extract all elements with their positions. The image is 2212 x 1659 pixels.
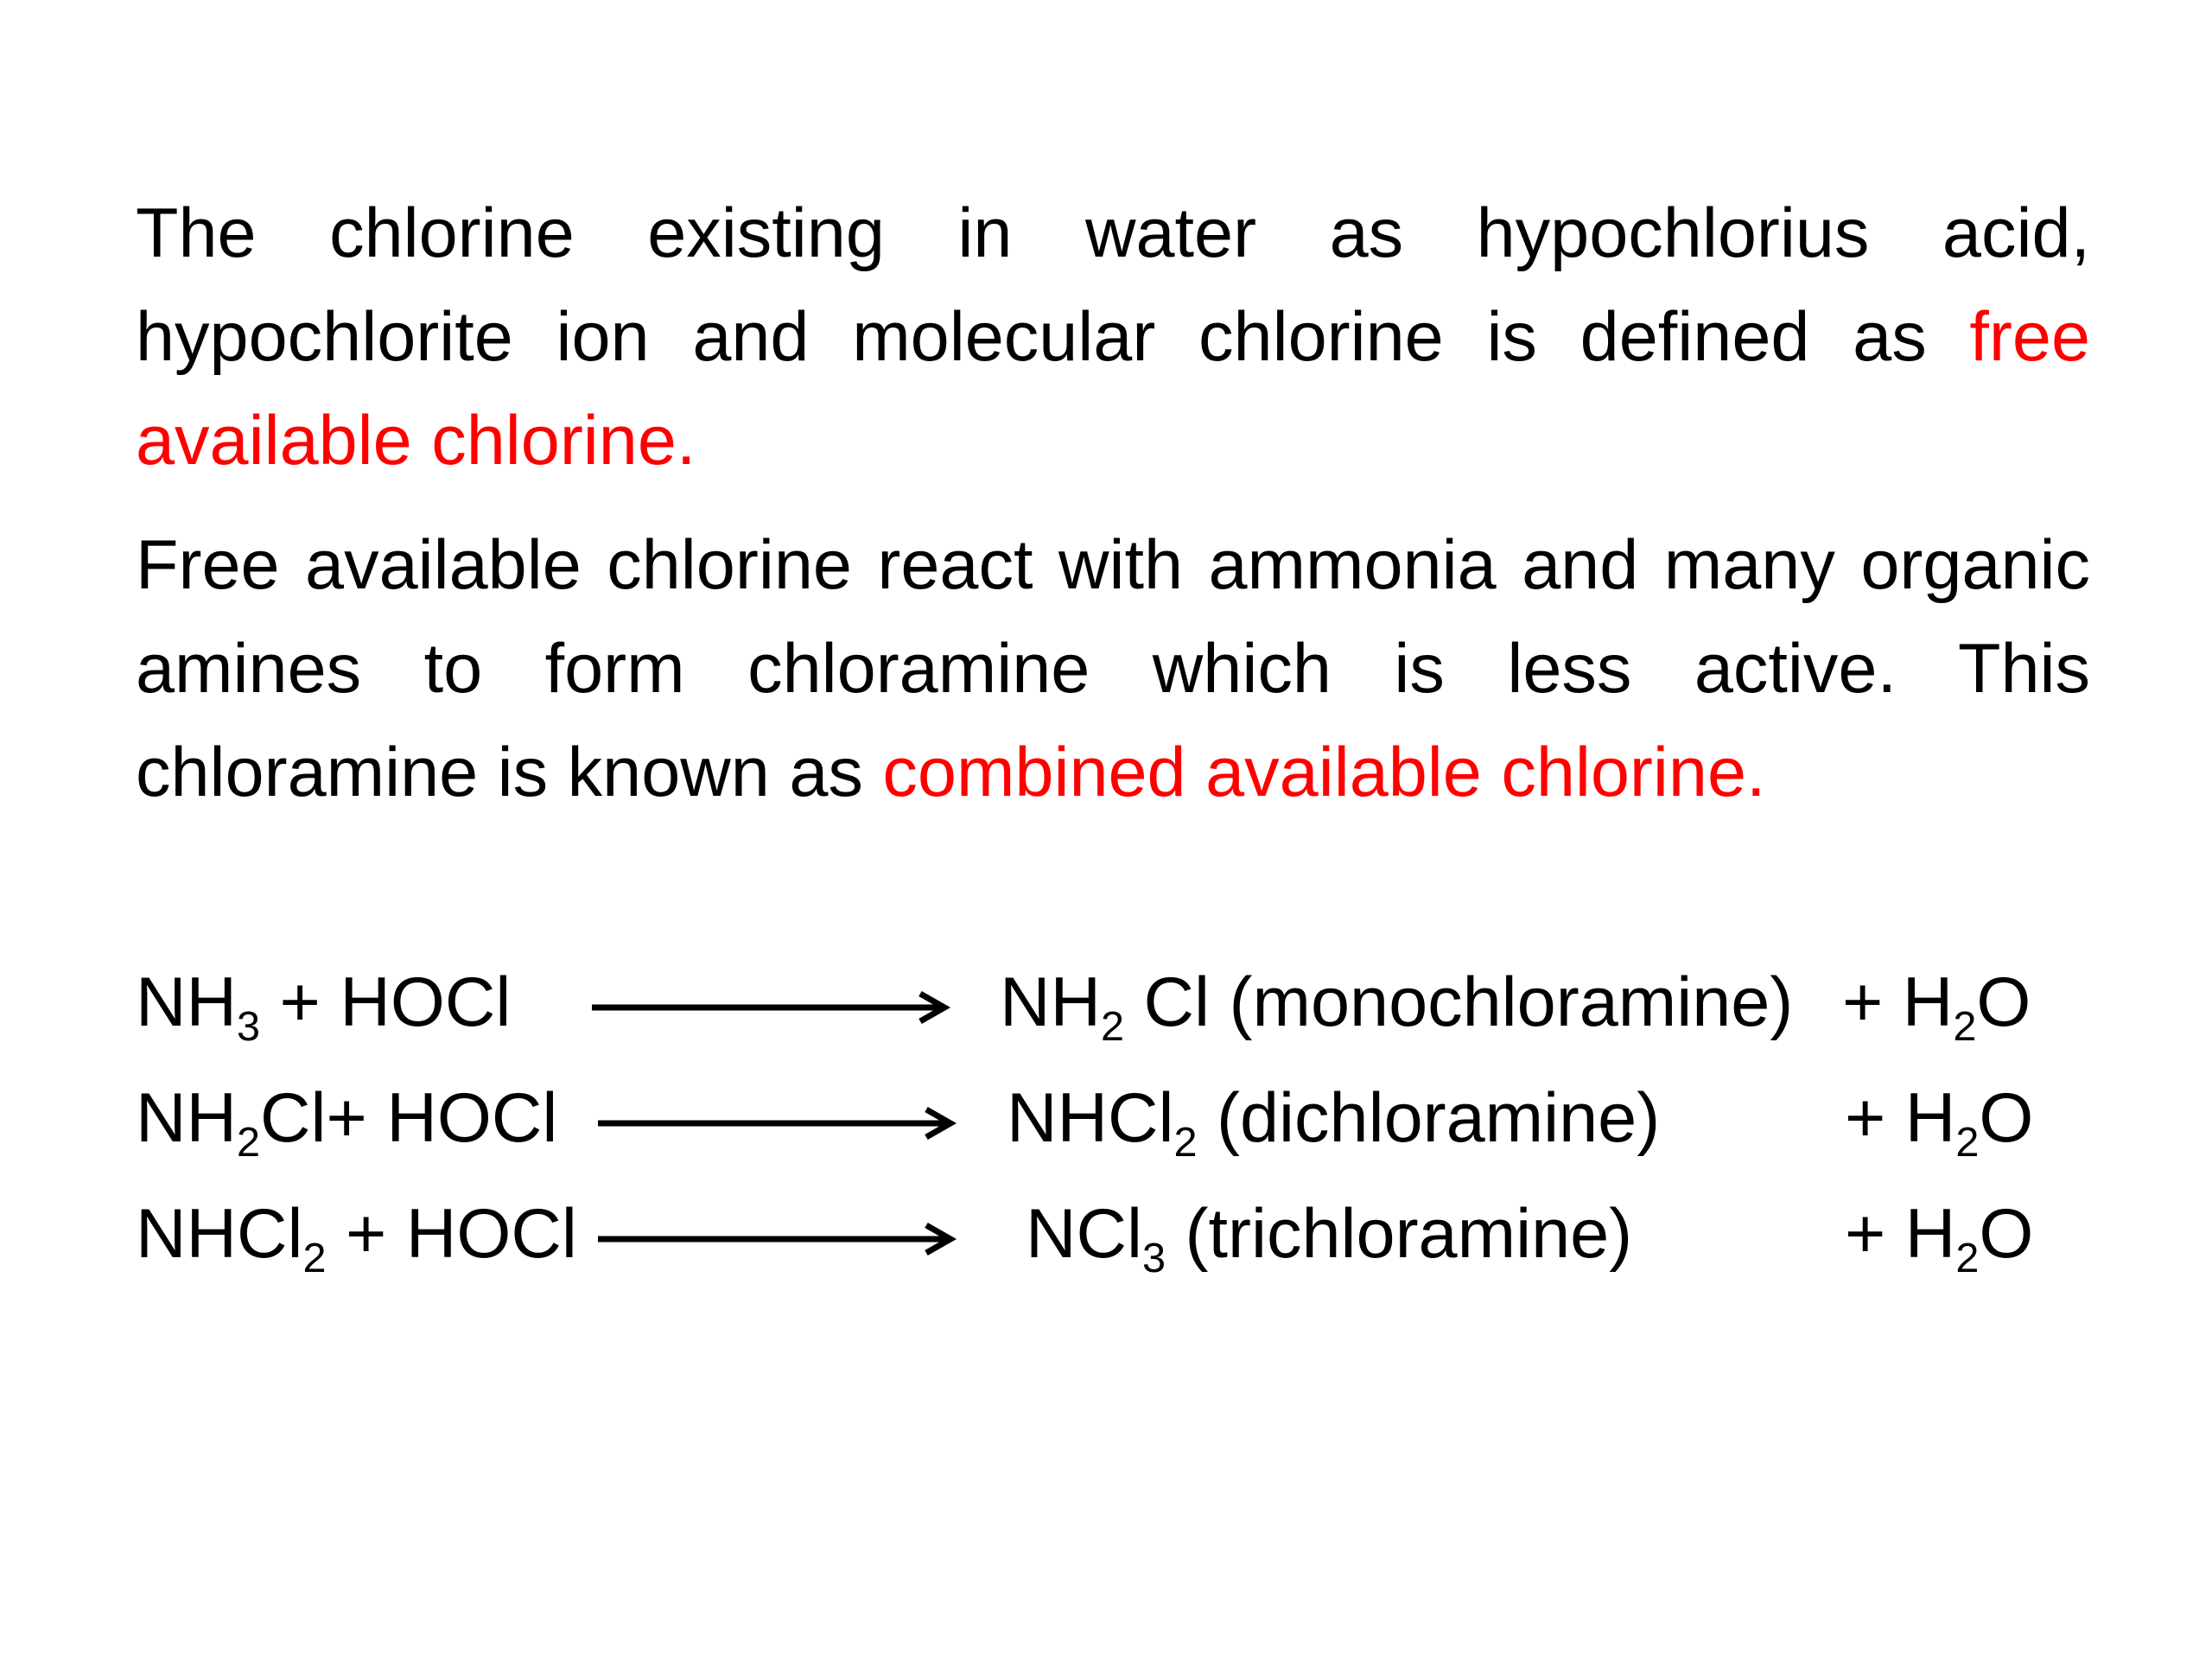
- water-formula: + H: [1842, 963, 1954, 1041]
- product: [1000, 950, 1793, 1054]
- subscript: 3: [1142, 1235, 1166, 1281]
- subscript: 2: [237, 1119, 261, 1166]
- subscript: 3: [237, 1003, 261, 1050]
- reactant-formula: NH: [136, 963, 237, 1041]
- paragraph-combined-chlorine: [136, 513, 2090, 824]
- product: [1007, 1066, 1660, 1170]
- reactant-formula: NHCl: [136, 1195, 303, 1273]
- product-name: (dichloramine): [1197, 1079, 1661, 1157]
- water-product: [1845, 1066, 2033, 1170]
- product: [1026, 1182, 1632, 1286]
- subscript: 2: [1953, 1003, 1977, 1050]
- water-formula: + H: [1845, 1079, 1956, 1157]
- water-formula-end: O: [1979, 1079, 2034, 1157]
- paragraph-text: Free available chlorine react with ammonia and many organic amines to form chloramine which is less active. This chloramine is known as: [136, 526, 2090, 811]
- product-formula: NH: [1000, 963, 1101, 1041]
- water-formula-end: O: [1976, 963, 2031, 1041]
- subscript: 2: [1101, 1003, 1125, 1050]
- subscript: 2: [1955, 1119, 1980, 1166]
- right-arrow-icon: [598, 1106, 961, 1141]
- equation-dichloramine: [136, 1066, 2123, 1182]
- reactants: [136, 1182, 577, 1286]
- reactants: [136, 1066, 557, 1170]
- water-product: [1845, 1182, 2033, 1286]
- water-product: [1842, 950, 2031, 1054]
- reactant-formula: NH: [136, 1079, 237, 1157]
- product-formula: NCl: [1026, 1195, 1142, 1273]
- product-name: (trichloramine): [1166, 1195, 1633, 1273]
- water-formula: + H: [1845, 1195, 1956, 1273]
- paragraph-text: The chlorine existing in water as hypochlorius acid, hypochlorite ion and molecular chlorine is defined as: [136, 194, 2090, 376]
- reactants: [136, 950, 511, 1054]
- reactant-rest: + HOCl: [326, 1195, 577, 1273]
- product-name: Cl (monochloramine): [1124, 963, 1794, 1041]
- slide-body: [136, 181, 2090, 824]
- highlight-combined-available-chlorine: combined available chlorine.: [882, 734, 1766, 811]
- equation-trichloramine: [136, 1182, 2123, 1298]
- reactant-rest: Cl+ HOCl: [260, 1079, 558, 1157]
- right-arrow-icon: [592, 990, 955, 1025]
- equation-monochloramine: [136, 950, 2123, 1066]
- subscript: 2: [302, 1235, 327, 1281]
- reactant-rest: + HOCl: [260, 963, 512, 1041]
- product-formula: NHCl: [1007, 1079, 1174, 1157]
- paragraph-free-chlorine: [136, 181, 2090, 493]
- reaction-equations: [136, 950, 2123, 1298]
- subscript: 2: [1955, 1235, 1980, 1281]
- highlight-free-available-chlorine: free available chlorine.: [136, 298, 2090, 480]
- water-formula-end: O: [1979, 1195, 2034, 1273]
- subscript: 2: [1173, 1119, 1198, 1166]
- right-arrow-icon: [598, 1222, 961, 1256]
